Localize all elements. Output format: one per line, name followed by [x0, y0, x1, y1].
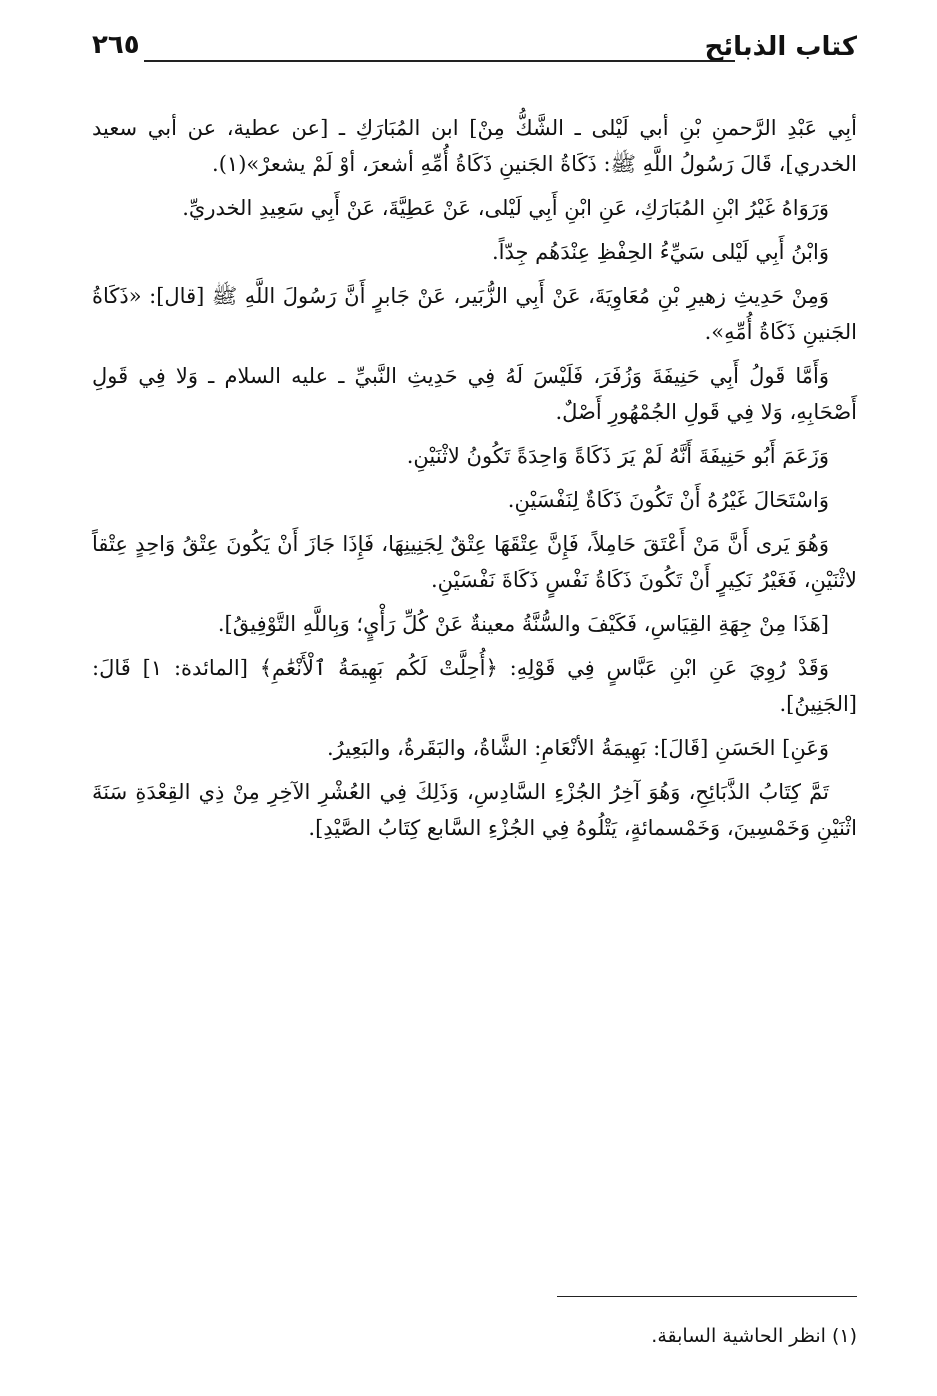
footnote: (١) انظر الحاشية السابقة.	[651, 1325, 857, 1347]
paragraph-3: وَابْنُ أَبِي لَيْلى سَيِّءُ الحِفْظِ عِنْدَهُم جِدّاً.	[491, 240, 829, 264]
header-rule	[144, 60, 735, 62]
paragraph-12: تَمَّ كِتَابُ الذَّبَائِحِ، وَهُوَ آخِرُ الجُزْءِ السَّادِسِ، وَذَلِكَ فِي العُشْرِ الآخِرِ مِنْ ذِي القِعْدَةِ سَنَةَ اثْنَيْنِ وَخَمْسِينَ، وَخَمْسمائةٍ، يَتْلُوهُ فِي الجُزْءِ السَّابع كِتَابُ الصَّيْدِ].	[92, 780, 857, 840]
paragraph-2: وَرَوَاهُ غَيْرُ ابْنِ المُبَارَكِ، عَنِ ابْنِ أَبِي لَيْلى، عَنْ عَطِيَّةَ، عَنْ أَبِي سَعِيدِ الخدريِّ.	[182, 196, 829, 220]
body-text	[92, 110, 857, 854]
chapter-title: كتاب الذبائح	[704, 32, 857, 62]
paragraph-8: وَهُوَ يَرى أَنَّ مَنْ أَعْتَقَ حَامِلاً، فَإِنَّ عِتْقَهَا عِتْقٌ لِجَنِينِهَا، فَإِذَا جَازَ أَنْ يَكُونَ عِتْقُ وَاحِدٍ عِتْقاً لاثْنَيْنِ، فَغَيْرُ نَكِيرٍ أَنْ تَكُونَ ذَكَاةُ نَفْسٍ ذَكَاةَ نَفْسَيْنِ.	[92, 532, 857, 592]
paragraph-6: وَزَعَمَ أَبُو حَنِيفَةَ أَنَّهُ لَمْ يَرَ ذَكَاةً وَاحِدَةً تَكُونُ لاثْنَيْنِ.	[406, 444, 829, 468]
paragraph-10: وَقَدْ رُوِيَ عَنِ ابْنِ عَبَّاسٍ فِي قَوْلِهِ: ﴿أُحِلَّتْ لَكُم بَهِيمَةُ ٱلْأَنْعَٰمِ﴾ [المائدة: ١] قَالَ: [الجَنِينُ].	[92, 656, 857, 716]
paragraph-9: [هَذَا مِنْ جِهَةِ القِيَاسِ، فَكَيْفَ والسُّنَّةُ معينةٌ عَنْ كُلِّ رَأْيٍ؛ وَبِاللَّهِ التَّوْفِيقُ].	[217, 612, 829, 636]
footnote-rule	[557, 1296, 857, 1297]
page-number: ٢٦٥	[92, 30, 140, 60]
paragraph-5: وَأَمَّا قَولُ أَبِي حَنِيفَةَ وَزُفَرَ، فَلَيْسَ لَهُ فِي حَدِيثِ النَّبيِّ ـ عليه السلام ـ وَلا فِي قَولِ أَصْحَابِهِ، وَلا فِي قَولِ الجُمْهُورِ أَصْلٌ.	[92, 364, 857, 424]
paragraph-1: أبِي عَبْدِ الرَّحمنِ بْنِ أبي لَيْلى ـ الشَّكُّ مِنْ] ابن المُبَارَكِ ـ [عن عطية، عن أبي سعيد الخدري]، قَالَ رَسُولُ اللَّهِ ﷺ: ذَكَاةُ الجَنينِ ذَكَاةُ أُمِّهِ أشعرَ، أوْ لَمْ يشعرْ»(١).	[92, 116, 857, 176]
paragraph-11: وَعَنِ] الحَسَنِ [قَالَ]: بَهِيمَةُ الأنْعَامِ: الشَّاةُ، والبَقَرةُ، والبَعِيرُ.	[326, 736, 829, 760]
paragraph-7: وَاسْتَحَالَ غَيْرُهُ أَنْ تَكُونَ ذَكَاةٌ لِنَفْسَيْنِ.	[507, 488, 829, 512]
paragraph-4: وَمِنْ حَدِيثِ زهيرِ بْنِ مُعَاوِيَةَ، عَنْ أَبِي الزُّبَير، عَنْ جَابرٍ أَنَّ رَسُولَ اللَّهِ ﷺ [قال]: «ذَكَاةُ الجَنينِ ذَكَاةُ أُمِّهِ».	[92, 284, 857, 344]
page-header	[92, 30, 857, 70]
